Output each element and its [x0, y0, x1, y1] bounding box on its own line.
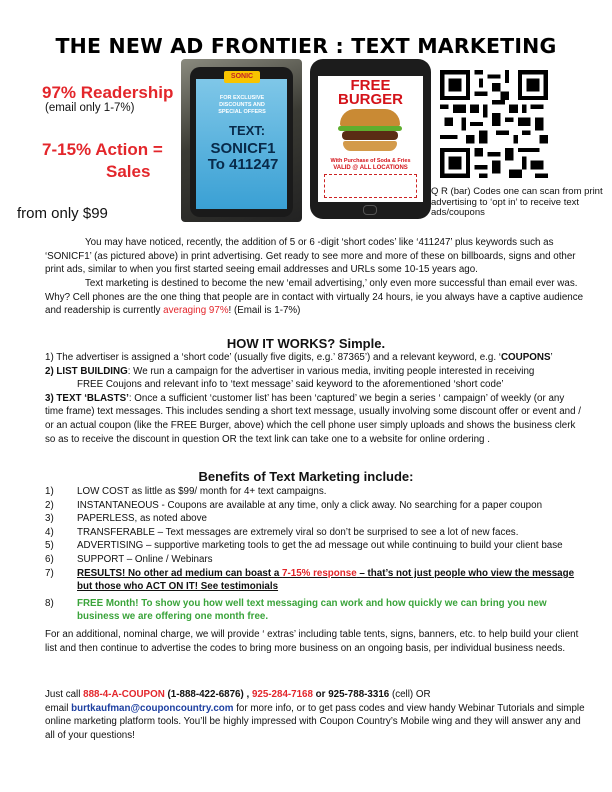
- step-2-text: : We run a campaign for the advertiser in various media, inviting people interested in receiving: [127, 365, 535, 377]
- qr-caption: Q R (bar) Codes one can scan from print advertising to ‘opt in’ to receive text ads/coupons: [431, 186, 603, 218]
- sonic-number: To 411247: [207, 156, 279, 173]
- destiny-text: Text marketing is destined to become the new ‘email advertising,’ only even more successful than email ever was. Why? Cell phones are the one thing that people are in contact with virtually 24 hours, ie you always have a captive audience and readership is currently: [45, 278, 584, 317]
- burger-icon: [340, 109, 400, 153]
- step-2-continued: FREE Coujons and relevant info to ‘text message’ said keyword to the aforementioned ‘short code’: [77, 379, 504, 391]
- step-3-text: : Once a sufficient ‘customer list’ has been ‘captured’ we begin a series ‘ campaign’ of weekly (or any time frame) text messages. This includes sending a short text message, usually involving some discount offer or event and / or an actual coupon (like the FREE Burger, above) which the cell phone user simply uploads and shows the business clerk so as to receive the discount in question OR the text link can take one to a website for online ordering .: [45, 392, 582, 445]
- benefit-number: 3): [45, 513, 54, 525]
- coupon-valid-note: VALID @ ALL LOCATIONS: [333, 165, 408, 171]
- how-it-works-steps: [45, 351, 585, 446]
- benefit-item: [45, 539, 585, 553]
- benefit-item: [45, 512, 585, 526]
- price-from: from only $99: [17, 205, 108, 222]
- benefit-text: ADVERTISING – supportive marketing tools to get the ad message out while continuing to build your client base: [77, 540, 563, 552]
- coupon-stub: [324, 174, 417, 198]
- sonic-promo-text: FOR EXCLUSIVE DISCOUNTS AND SPECIAL OFFERS: [218, 95, 266, 115]
- benefit-text: PAPERLESS, as noted above: [77, 513, 207, 525]
- step-1-keyword: COUPONS: [500, 352, 551, 363]
- benefit-item: [45, 499, 585, 513]
- benefits-list: [45, 485, 585, 624]
- benefit-number: 1): [45, 486, 54, 497]
- sonic-keyword: SONICF1: [210, 140, 276, 157]
- benefit-item-free-month: [45, 597, 585, 624]
- benefit-item-results: [45, 567, 585, 594]
- phone-vanity[interactable]: 888-4-A-COUPON: [83, 689, 165, 700]
- results-end: – that’s not just people who view the message but those who ACT ON IT! See testimonials: [77, 567, 575, 593]
- benefit-number: 5): [45, 540, 54, 552]
- step-2: [45, 365, 585, 379]
- coupon-headline: [322, 79, 419, 107]
- action-stat-sales: Sales: [106, 162, 151, 181]
- step-3: [45, 392, 585, 446]
- sonic-short-code: [201, 141, 285, 173]
- results-response-rate: 7-15% response: [282, 567, 357, 579]
- home-button-icon: [363, 205, 377, 215]
- intro-paragraph: [45, 236, 585, 277]
- results-start: RESULTS! No other ad medium can boast a: [77, 567, 283, 579]
- readership-highlight: averaging 97%: [163, 305, 229, 317]
- qr-code-icon: [440, 70, 548, 178]
- benefit-number: 6): [45, 553, 54, 565]
- step-1-text: 1) The advertiser is assigned a ‘short code’ (usually five digits, e.g.’ 87365’) and a relevant keyword, e.g. ‘: [45, 352, 501, 363]
- step-1: [45, 351, 585, 365]
- benefit-number: 4): [45, 526, 54, 538]
- benefit-number: 8): [45, 597, 54, 609]
- action-stat: 7-15% Action =: [42, 140, 163, 159]
- sonic-sign-photo: [181, 59, 302, 222]
- page-title: THE NEW AD FRONTIER : TEXT MARKETING: [55, 34, 557, 58]
- phone-tollfree: (1-888-422-6876) ,: [164, 689, 252, 700]
- intro-text: You may have noticed, recently, the addition of 5 or 6 -digit ‘short codes’ like ‘411247’ plus keywords such as ‘SONICF1’ (as pictured above) in print advertising. Get ready to see more and more of these on billboards, signs and other print ads, similar to when you first started seeing email addresses and URLs some 10-15 years ago.: [45, 237, 576, 276]
- contact-lead: Just call: [45, 689, 84, 700]
- phone-cell[interactable]: 925-788-3316: [328, 689, 390, 700]
- benefit-text: INSTANTANEOUS - Coupons are available at any time, only a click away. No searching for a paper coupon: [77, 499, 543, 511]
- benefit-text: TRANSFERABLE – Text messages are extremely viral so don’t be surprised to see a lot of new faces.: [77, 526, 519, 538]
- burger-coupon-phone: [310, 59, 431, 219]
- contact-rest: for more info, or to get pass codes and view handy Webinar Tutorials and simple online marketing platform tools. You’ll be highly impressed with Coupon Country’s Mobile wing and they will answer any and all of your questions!: [45, 702, 585, 741]
- benefit-results-text: [77, 567, 585, 594]
- benefit-item: [45, 553, 585, 567]
- phone-office[interactable]: 925-284-7168: [251, 689, 313, 700]
- email-link[interactable]: burtkaufman@couponcountry.com: [71, 702, 234, 714]
- sonic-logo: SONIC: [224, 71, 260, 83]
- sonic-text-label: TEXT:: [229, 123, 266, 138]
- how-it-works-heading: HOW IT WORKS? Simple.: [226, 336, 386, 351]
- coupon-purchase-note: With Purchase of Soda & Fries: [330, 158, 411, 164]
- benefit-item: [45, 485, 585, 499]
- cell-label: (cell) OR: [389, 689, 431, 700]
- email-label: email: [45, 702, 72, 714]
- step-3-title: 3) TEXT ‘BLASTS’: [45, 392, 129, 404]
- benefit-number: 2): [45, 499, 54, 511]
- benefit-text: SUPPORT – Online / Webinars: [77, 553, 213, 565]
- additional-services: For an additional, nominal charge, we will provide ‘ extras’ including table tents, signs, banners, etc. to help build your client list and then continue to advertise the codes to bring more business on an ongoing basis, per individual business needs.: [45, 629, 579, 654]
- coupon-burger: BURGER: [337, 91, 403, 108]
- readership-note: (email only 1-7%): [45, 102, 135, 114]
- step-2-title: 2) LIST BUILDING: [45, 365, 128, 377]
- destiny-end: ! (Email is 1-7%): [228, 305, 301, 317]
- destiny-paragraph: [45, 277, 585, 318]
- contact-info: [45, 688, 585, 742]
- step-1-end: ’: [550, 352, 553, 363]
- benefit-number: 7): [45, 567, 54, 579]
- benefit-item: [45, 526, 585, 540]
- free-month-offer: FREE Month! To show you how well text messaging can work and how quickly we can bring you new business we are offering one month free.: [77, 597, 547, 623]
- contact-or: or: [312, 689, 329, 700]
- benefit-text: LOW COST as little as $99/ month for 4+ text campaigns.: [77, 486, 327, 497]
- benefits-heading: Benefits of Text Marketing include:: [198, 469, 414, 484]
- readership-stat: 97% Readership: [42, 83, 174, 102]
- coupon-free: FREE: [350, 77, 391, 94]
